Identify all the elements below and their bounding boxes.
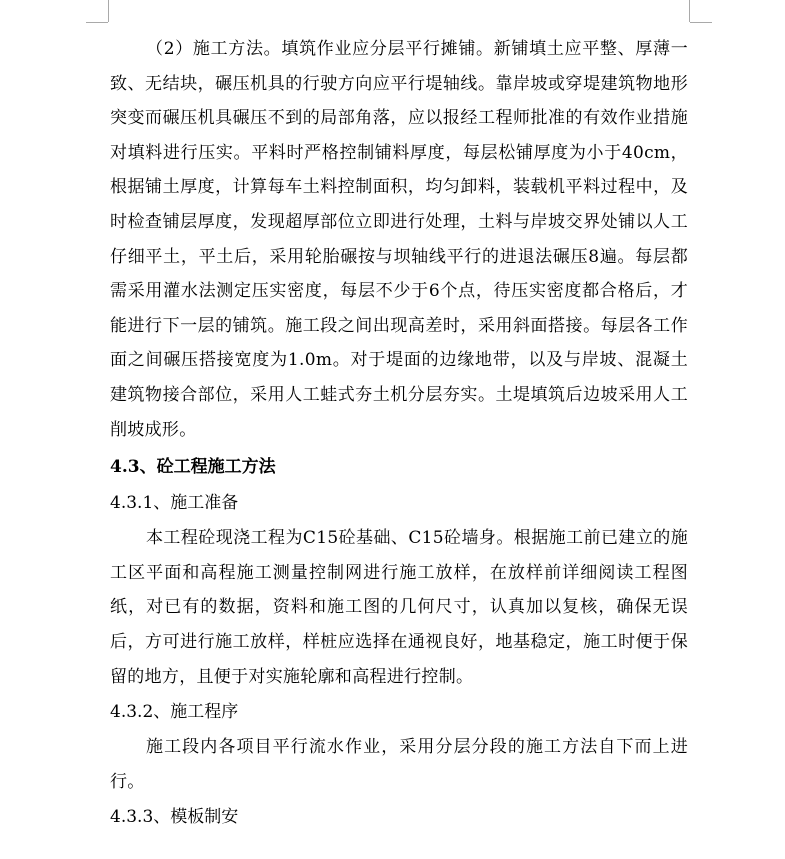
crop-mark-top-left bbox=[108, 0, 109, 22]
crop-mark-top-left bbox=[86, 22, 108, 23]
section-heading-4-3: 4.3、砼工程施工方法 bbox=[110, 457, 276, 478]
subsection-heading-4-3-3: 4.3.3、模板制安 bbox=[110, 807, 239, 828]
paragraph-construction-procedure: 施工段内各项目平行流水作业，采用分层分段的施工方法自下而上进行。 bbox=[110, 737, 688, 792]
document-body bbox=[110, 32, 688, 835]
subsection-heading-4-3-1: 4.3.1、施工准备 bbox=[110, 493, 239, 514]
subsection-heading-4-3-2: 4.3.2、施工程序 bbox=[110, 702, 239, 723]
crop-mark-top-right bbox=[689, 0, 690, 22]
paragraph-compaction-method: （2）施工方法。填筑作业应分层平行摊铺。新铺填土应平整、厚薄一致、无结块，碾压机具的行驶方向应平行堤轴线。靠岸坡或穿堤建筑物地形突变而碾压机具碾压不到的局部角落，应以报经工程师批准的有效作业措施对填料进行压实。平料时严格控制铺料厚度，每层松铺厚度为小于40cm，根据铺土厚度，计算每车土料控制面积，均匀卸料，装载机平料过程中，及时检查铺层厚度，发现超厚部位立即进行处理，土料与岸坡交界处铺以人工仔细平土，平土后，采用轮胎碾按与坝轴线平行的进退法碾压8遍。每层都需采用灌水法测定压实密度，每层不少于6个点，待压实密度都合格后，才能进行下一层的铺筑。施工段之间出现高差时，采用斜面搭接。每层各工作面之间碾压搭接宽度为1.0m。对于堤面的边缘地带，以及与岸坡、混凝土建筑物接合部位，采用人工蛙式夯土机分层夯实。土堤填筑后边坡采用人工削坡成形。 bbox=[110, 39, 688, 440]
crop-mark-top-right bbox=[690, 22, 712, 23]
paragraph-construction-preparation: 本工程砼现浇工程为C15砼基础、C15砼墙身。根据施工前已建立的施工区平面和高程施工测量控制网进行施工放样，在放样前详细阅读工程图纸，对已有的数据，资料和施工图的几何尺寸，认真加以复核，确保无误后，方可进行施工放样，样桩应选择在通视良好，地基稳定，施工时便于保留的地方，且便于对实施轮廓和高程进行控制。 bbox=[110, 528, 688, 687]
